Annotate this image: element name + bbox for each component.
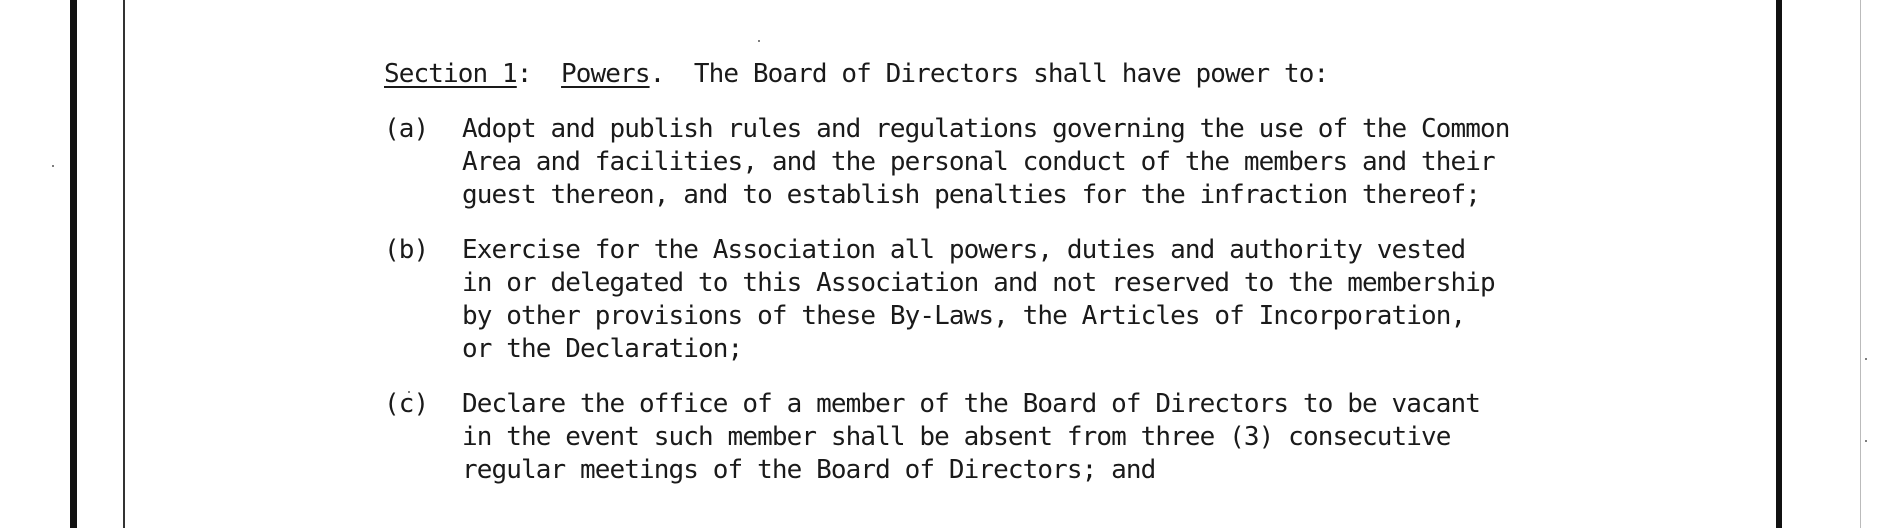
scan-border-left: [70, 0, 77, 528]
list-item: [384, 113, 1704, 212]
document-body: [384, 58, 1704, 509]
heading-period: .: [649, 59, 694, 89]
scan-speck: [52, 165, 54, 167]
text-line: Adopt and publish rules and regulations governing the use of the Common: [462, 114, 1510, 144]
item-text: [462, 388, 1704, 487]
scan-margin-line-left: [123, 0, 125, 528]
text-line: Area and facilities, and the personal conduct of the members and their: [462, 147, 1495, 177]
section-intro: The Board of Directors shall have power to:: [693, 59, 1329, 89]
text-line: Declare the office of a member of the Board of Directors to be vacant: [462, 389, 1480, 419]
scan-speck: [758, 40, 760, 42]
list-item: [384, 388, 1704, 487]
text-line: by other provisions of these By-Laws, the Articles of Incorporation,: [462, 301, 1466, 331]
section-heading: [384, 58, 1704, 91]
scan-margin-line-right: [1860, 0, 1861, 528]
list-item: [384, 234, 1704, 366]
scan-speck: [1865, 358, 1867, 360]
item-label: (b): [384, 235, 429, 265]
scan-border-right: [1776, 0, 1782, 528]
item-label: (a): [384, 114, 429, 144]
section-number: Section 1: [384, 59, 517, 89]
text-line: or the Declaration;: [462, 334, 743, 364]
item-label: (c): [384, 389, 429, 419]
text-line: regular meetings of the Board of Directors; and: [462, 455, 1156, 485]
text-line: Exercise for the Association all powers, duties and authority vested: [462, 235, 1466, 265]
section-title: Powers: [561, 59, 650, 89]
text-line: in the event such member shall be absent from three (3) consecutive: [462, 422, 1451, 452]
text-line: guest thereon, and to establish penalties for the infraction thereof;: [462, 180, 1480, 210]
item-text: [462, 113, 1704, 212]
item-text: [462, 234, 1704, 366]
text-line: in or delegated to this Association and not reserved to the membership: [462, 268, 1495, 298]
scan-speck: [1865, 440, 1867, 442]
heading-colon: :: [516, 59, 562, 89]
